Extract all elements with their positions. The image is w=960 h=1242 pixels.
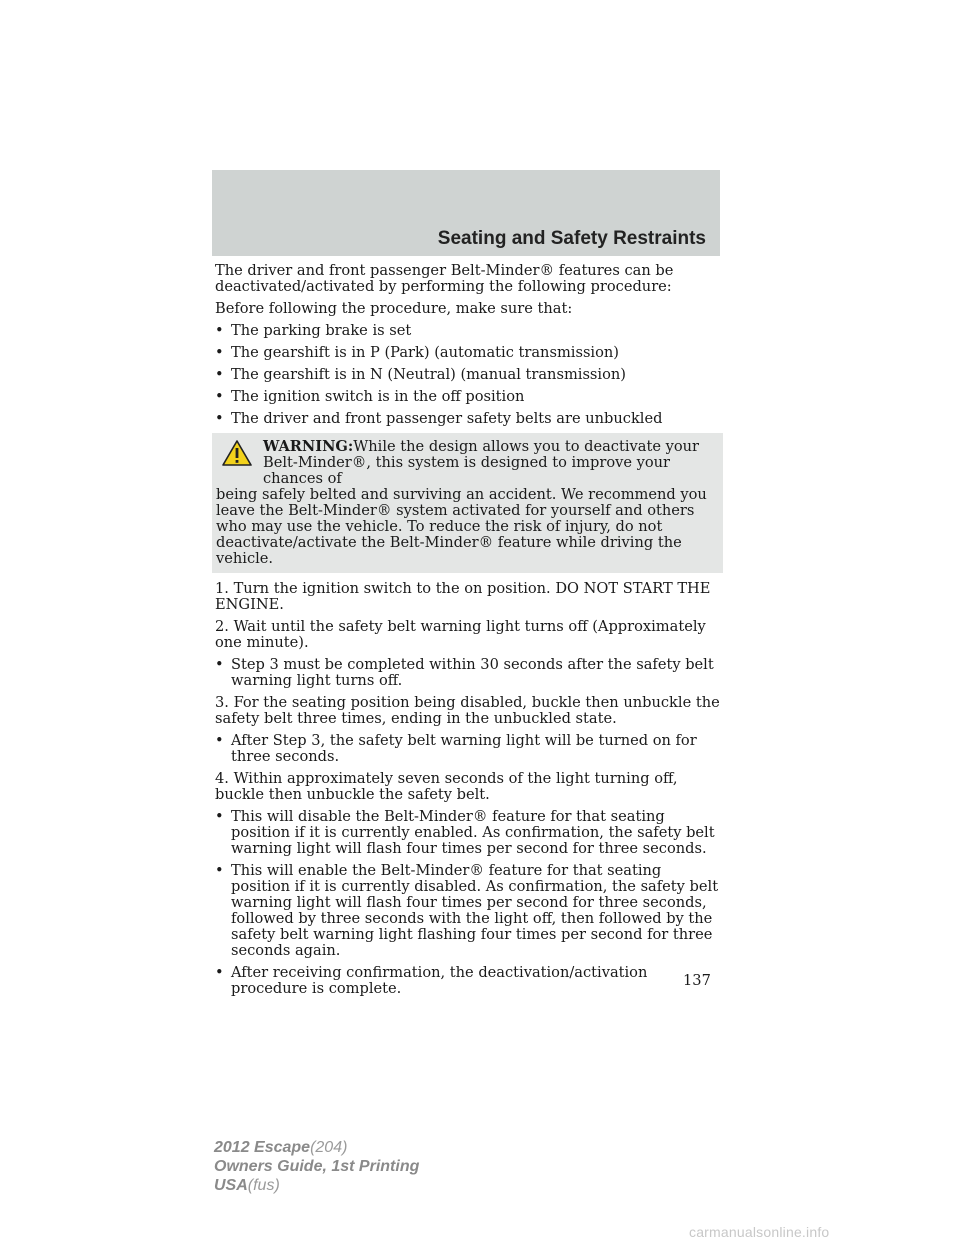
step-1: 1. Turn the ignition switch to the on position. DO NOT START THE ENGINE. — [215, 580, 711, 613]
step-3: 3. For the seating position being disabled, buckle then unbuckle the safety belt three times, ending in the unbuckled state. — [215, 694, 720, 727]
before-paragraph: Before following the procedure, make sure that: — [215, 300, 573, 317]
warning-label: WARNING: — [263, 438, 354, 455]
bullet-icon: • — [215, 656, 224, 673]
bullet-icon: • — [215, 410, 224, 427]
bullet-icon: • — [215, 808, 224, 825]
warning-box — [212, 433, 723, 573]
bullet-icon: • — [215, 344, 224, 361]
warning-line-1: WARNING:While the design allows you to deactivate your — [263, 438, 700, 455]
bullet-icon: • — [215, 732, 224, 749]
bullet-icon: • — [215, 964, 224, 981]
step-4-bullet: • After receiving confirmation, the deactivation/activation procedure is complete. — [215, 964, 648, 997]
step-4-bullet: • This will enable the Belt-Minder® feature for that seating position if it is currently disabled. As confirmation, the safety belt warning light will flash four times per second for three seconds, followed by three seconds with the light off, then followed by the safety belt warning light flashing four times per second for three seconds again. — [215, 862, 719, 959]
checklist-item: • The driver and front passenger safety belts are unbuckled — [215, 410, 663, 427]
checklist-item: • The gearshift is in P (Park) (automatic transmission) — [215, 344, 619, 361]
warning-line-2: Belt-Minder®, this system is designed to improve your chances of — [263, 454, 671, 487]
print-footer — [214, 1138, 419, 1195]
footer-line-1: 2012 Escape(204) — [214, 1139, 348, 1156]
warning-triangle-icon — [222, 440, 252, 466]
section-title: Seating and Safety Restraints — [437, 228, 706, 249]
bullet-icon: • — [215, 862, 224, 879]
step-4-bullet: • This will disable the Belt-Minder® feature for that seating position if it is currently enabled. As confirmation, the safety belt warning light will flash four times per second for three seconds. — [215, 808, 715, 857]
step-2-bullet: • Step 3 must be completed within 30 seconds after the safety belt warning light turns off. — [215, 656, 714, 689]
step-2: 2. Wait until the safety belt warning light turns off (Approximately one minute). — [215, 618, 706, 651]
section-header — [212, 170, 720, 256]
step-3-bullet: • After Step 3, the safety belt warning light will be turned on for three seconds. — [215, 732, 697, 765]
warning-text: being safely belted and surviving an accident. We recommend you leave the Belt-Minder® system activated for yourself and others who may use the vehicle. To reduce the risk of injury, do not deactivate/activate the Belt-Minder® feature while driving the vehicle. — [216, 486, 707, 567]
checklist-item: • The ignition switch is in the off position — [215, 388, 525, 405]
bullet-icon: • — [215, 322, 224, 339]
footer-line-2: Owners Guide, 1st Printing — [214, 1158, 420, 1175]
page-number: 137 — [683, 972, 711, 989]
bullet-icon: • — [215, 388, 224, 405]
watermark: carmanualsonline.info — [689, 1224, 830, 1240]
checklist-item: • The gearshift is in N (Neutral) (manual transmission) — [215, 366, 626, 383]
page-content — [215, 263, 720, 1003]
checklist-item: • The parking brake is set — [215, 322, 412, 339]
footer-line-3: USA(fus) — [214, 1177, 280, 1194]
intro-paragraph: The driver and front passenger Belt-Minder® features can be deactivated/activated by performing the following procedure: — [215, 262, 674, 295]
bullet-icon: • — [215, 366, 224, 383]
step-4: 4. Within approximately seven seconds of the light turning off, buckle then unbuckle the safety belt. — [215, 770, 678, 803]
